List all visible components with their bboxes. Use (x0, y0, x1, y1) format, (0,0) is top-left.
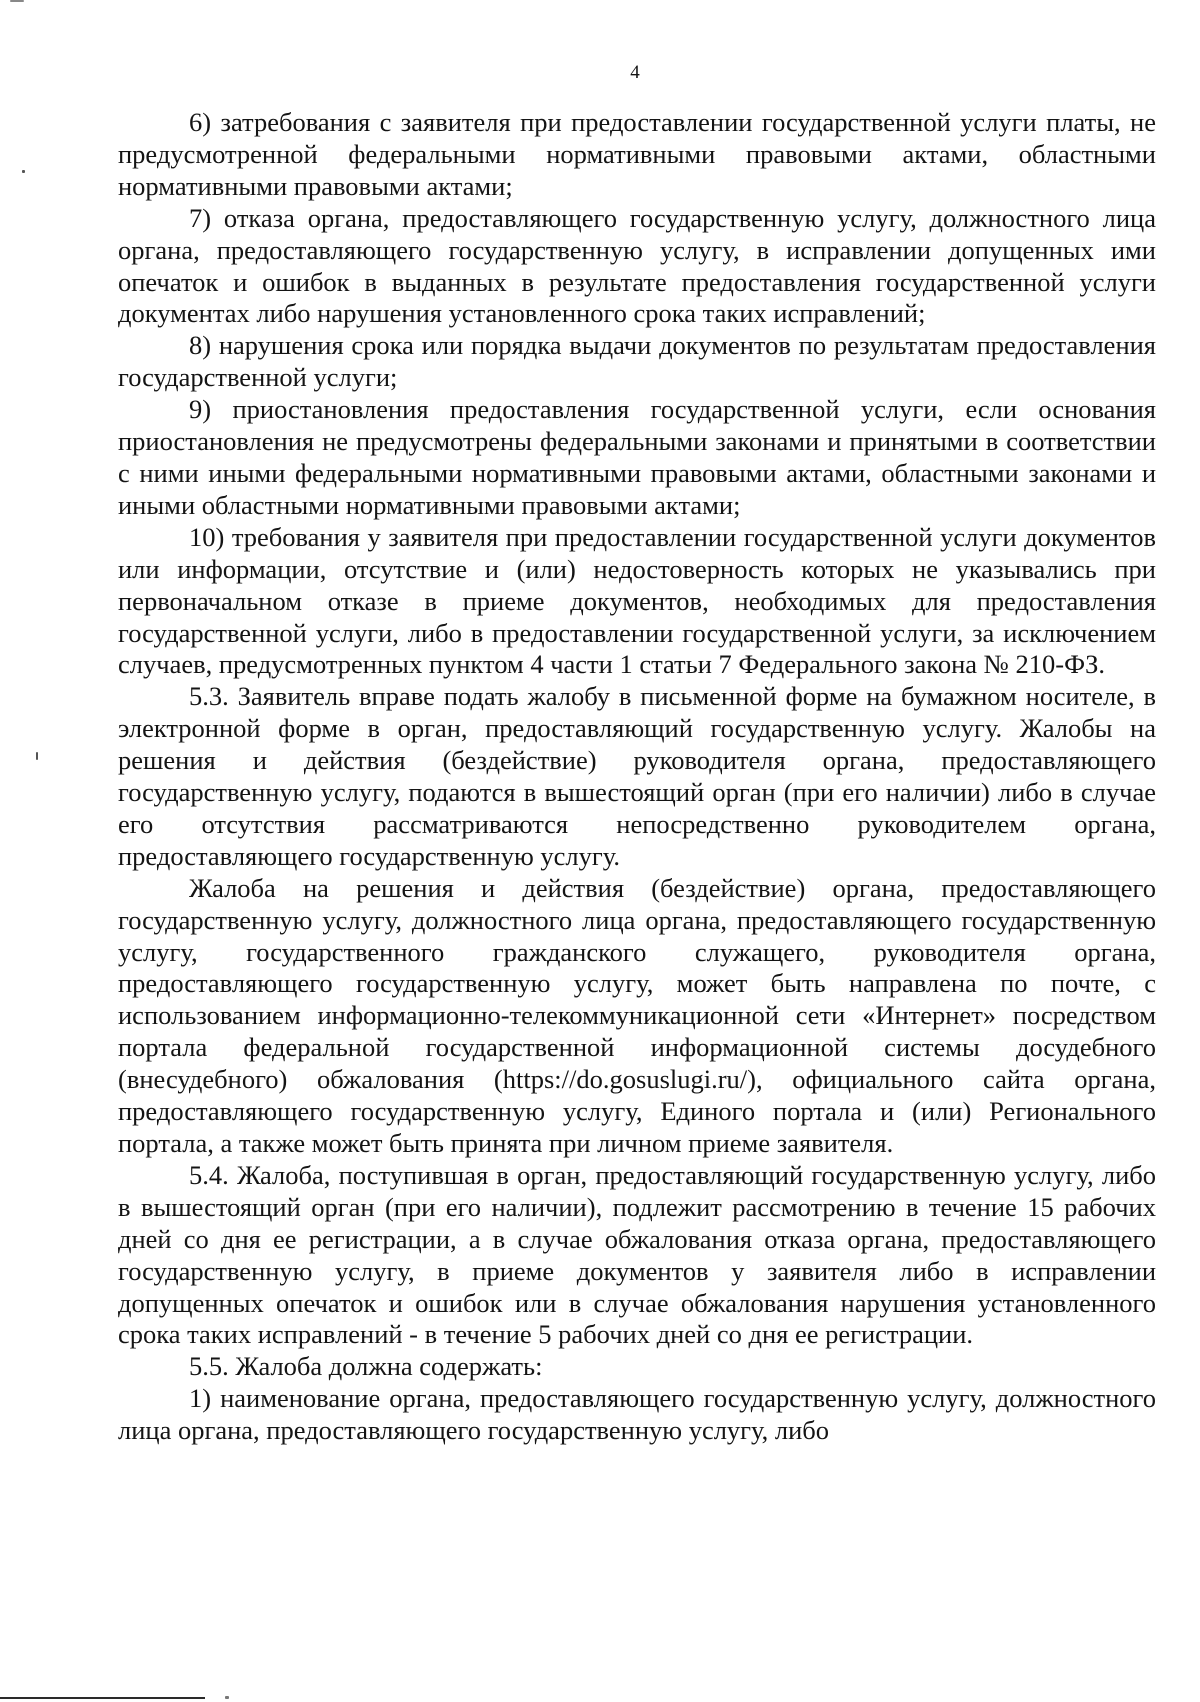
document-body (118, 107, 1156, 1447)
paragraph-item-9: 9) приостановления предоставления государственной услуги, если основания приостановления не предусмотрены федеральными законами и принятыми в соответствии с ними иными федеральными нормативными правовыми актами, областными законами и иными областными нормативными правовыми актами; (118, 394, 1156, 520)
scan-mark (10, 0, 24, 2)
paragraph-section-5-5: 5.5. Жалоба должна содержать: (189, 1351, 543, 1382)
scan-mark (22, 170, 25, 173)
paragraph-complaint-channels: Жалоба на решения и действия (бездействие) органа, предоставляющего государственную услугу, должностного лица органа, предоставляющего государственную услугу, государственного гражданского служащего, руководителя органа, предоставляющего государственную услугу, может быть направлена по почте, с использованием информационно-телекоммуникационной сети «Интернет» посредством портала федеральной государственной информационной системы досудебного (внесудебного) обжалования (https://do.gosuslugi.ru/), официального сайта органа, предоставляющего государственную услугу, Единого портала и (или) Регионального портала, а также может быть принята при личном приеме заявителя. (118, 872, 1156, 1158)
paragraph-item-10: 10) требования у заявителя при предоставлении государственной услуги документов или информации, отсутствие и (или) недостоверность которых не указывались при первоначальном отказе в приеме документов, необходимых для предоставления государственной услуги, либо в предоставлении государственной услуги, за исключением случаев, предусмотренных пунктом 4 части 1 статьи 7 Федерального закона № 210-ФЗ. (118, 521, 1156, 680)
paragraph-item-6: 6) затребования с заявителя при предоставлении государственной услуги платы, не предусмотренной федеральными нормативными правовыми актами, областными нормативными правовыми актами; (118, 107, 1156, 201)
paragraph-section-5-3: 5.3. Заявитель вправе подать жалобу в письменной форме на бумажном носителе, в электронной форме в орган, предоставляющий государственную услугу. Жалобы на решения и действия (бездействие) руководителя органа, предоставляющего государственную услугу, подаются в вышестоящий орган (при его наличии) либо в случае его отсутствия рассматриваются непосредственно руководителем органа, предоставляющего государственную услугу. (118, 681, 1156, 871)
page-number: 4 (630, 62, 640, 83)
paragraph-item-1: 1) наименование органа, предоставляющего государственную услугу, должностного лица органа, предоставляющего государственную услугу, либо (118, 1383, 1156, 1446)
paragraph-item-8: 8) нарушения срока или порядка выдачи документов по результатам предоставления государственной услуги; (118, 330, 1156, 393)
scan-mark (225, 1696, 229, 1699)
paragraph-section-5-4: 5.4. Жалоба, поступившая в орган, предоставляющий государственную услугу, либо в вышестоящий орган (при его наличии), подлежит рассмотрению в течение 15 рабочих дней со дня ее регистрации, а в случае обжалования отказа органа, предоставляющего государственную услугу, в приеме документов у заявителя либо в исправлении допущенных опечаток и ошибок или в случае обжалования нарушения установленного срока таких исправлений - в течение 5 рабочих дней со дня ее регистрации. (118, 1159, 1156, 1350)
bottom-edge-rule (0, 1697, 205, 1699)
scan-mark (36, 752, 38, 760)
paragraph-item-7: 7) отказа органа, предоставляющего государственную услугу, должностного лица органа, предоставляющего государственную услугу, в исправлении допущенных ими опечаток и ошибок в выданных в результате предоставления государственной услуги документах либо нарушения установленного срока таких исправлений; (118, 202, 1156, 329)
